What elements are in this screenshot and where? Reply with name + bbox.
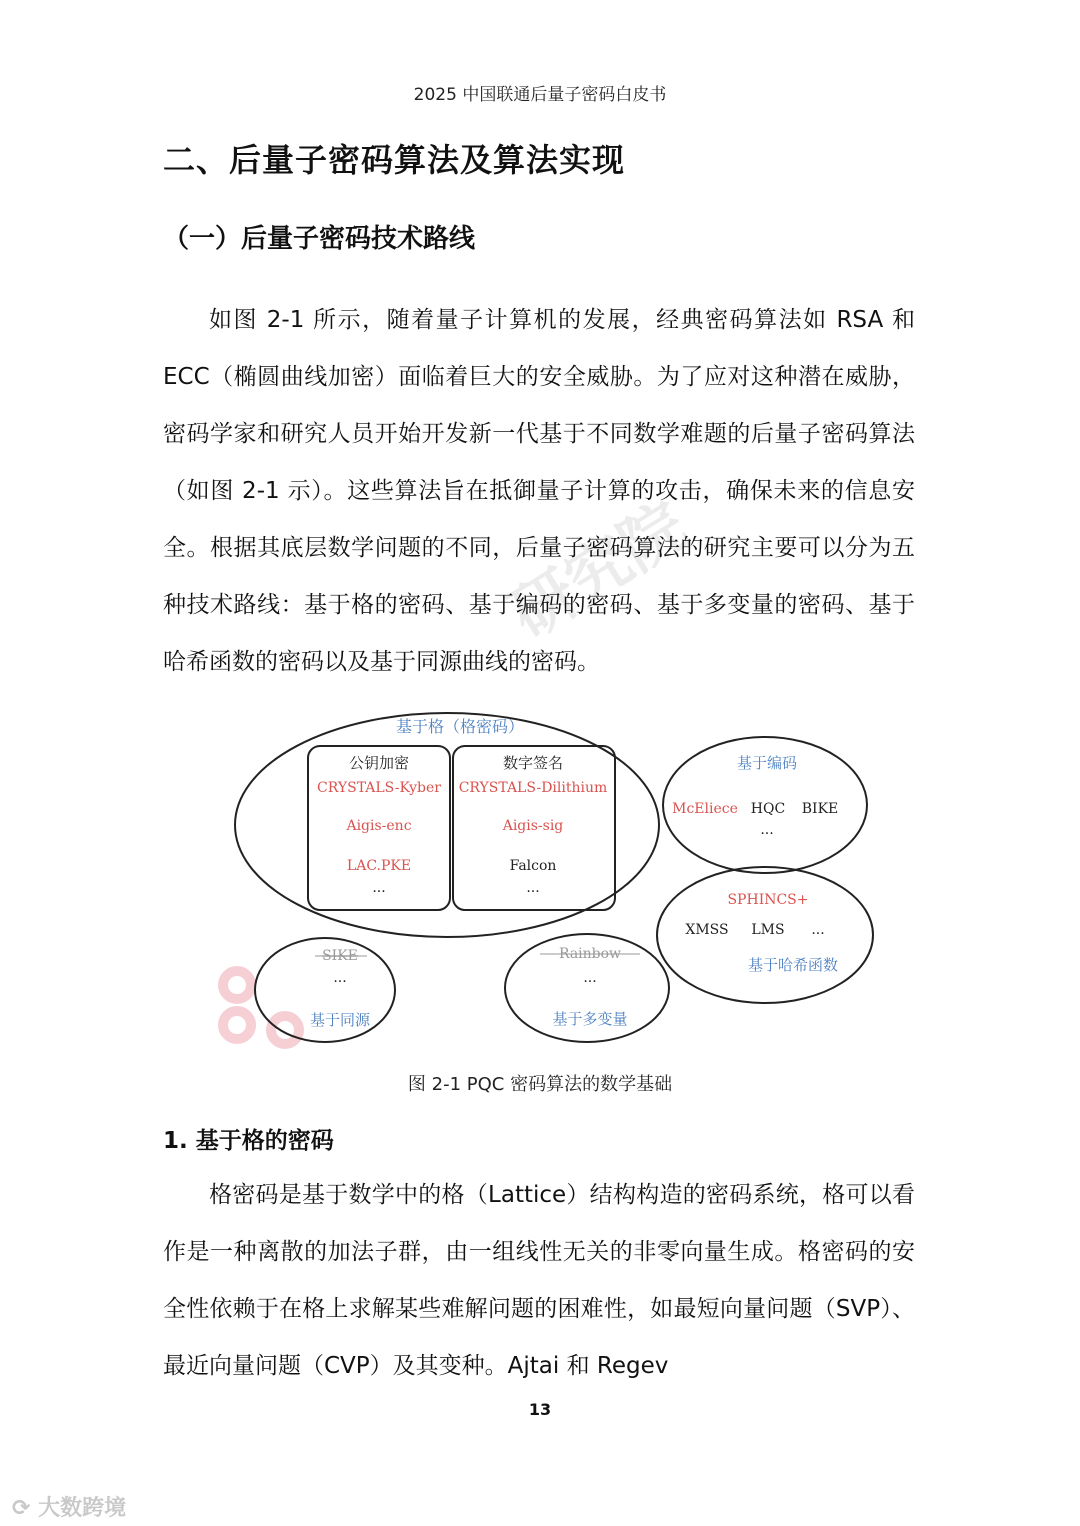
- pke-item: ...: [372, 880, 386, 896]
- code-item: HQC: [750, 801, 786, 817]
- code-item: BIKE: [801, 801, 839, 817]
- pke-item: Aigis-enc: [346, 818, 412, 834]
- paragraph-intro: 如图 2-1 所示，随着量子计算机的发展，经典密码算法如 RSA 和 ECC（椭圆曲线加密）面临着巨大的安全威胁。为了应对这种潜在威胁，密码学家和研究人员开始开发新一代基于不同数学难题的后量子密码算法（如图 2-1 示）。这些算法旨在抵御量子计算的攻击，确保未来的信息安全。根据其底层数学问题的不同，后量子密码算法的研究主要可以分为五种技术路线：基于格的密码、基于编码的密码、基于多变量的密码、基于哈希函数的密码以及基于同源曲线的密码。: [163, 307, 915, 675]
- watermark-logo-icon: ⟳: [12, 1496, 31, 1521]
- watermark-text: 大数跨境: [38, 1496, 127, 1521]
- mv-item: ...: [583, 970, 597, 986]
- subsection-title: （一）后量子密码技术路线: [163, 224, 476, 254]
- isogeny-title: 基于同源: [309, 1011, 371, 1029]
- sig-item: Aigis-sig: [502, 818, 564, 834]
- code-item: ...: [760, 822, 774, 838]
- isogeny-item: SIKE: [322, 948, 358, 964]
- mv-item: Rainbow: [558, 946, 622, 962]
- source-watermark: [12, 1491, 126, 1522]
- page-header: 2025 中国联通后量子密码白皮书: [413, 85, 667, 105]
- hash-item: SPHINCS+: [727, 892, 809, 908]
- sig-item: Falcon: [509, 858, 557, 874]
- hash-item: ...: [811, 922, 825, 938]
- section-title: 二、后量子密码算法及算法实现: [163, 141, 626, 179]
- lattice-title: 基于格（格密码）: [395, 717, 525, 736]
- pke-title: 公钥加密: [348, 754, 410, 772]
- mv-title: 基于多变量: [552, 1010, 628, 1028]
- pke-item: LAC.PKE: [346, 858, 412, 874]
- isogeny-item: ...: [333, 970, 347, 986]
- page-number: 13: [528, 1400, 552, 1419]
- pqc-figure: [215, 700, 885, 1060]
- pke-item: CRYSTALS-Kyber: [317, 780, 441, 796]
- sig-item: ...: [526, 880, 540, 896]
- sig-item: CRYSTALS-Dilithium: [458, 780, 608, 796]
- figure-caption: 图 2-1 PQC 密码算法的数学基础: [407, 1074, 673, 1095]
- sig-title: 数字签名: [502, 754, 564, 772]
- code-title: 基于编码: [736, 754, 798, 772]
- hash-item: LMS: [751, 922, 785, 938]
- code-item: McEliece: [672, 801, 738, 817]
- hash-item: XMSS: [685, 922, 729, 938]
- diagonal-watermark-icon: 研究院: [498, 488, 701, 654]
- paragraph-lattice: 格密码是基于数学中的格（Lattice）结构构造的密码系统，格可以看作是一种离散的加法子群，由一组线性无关的非零向量生成。格密码的安全性依赖于在格上求解某些难解问题的困难性，如最短向量问题（SVP）、最近向量问题（CVP）及其变种。Ajtai 和 Regev: [163, 1182, 915, 1379]
- subheading-lattice: 1. 基于格的密码: [163, 1128, 334, 1154]
- hash-title: 基于哈希函数: [747, 956, 839, 974]
